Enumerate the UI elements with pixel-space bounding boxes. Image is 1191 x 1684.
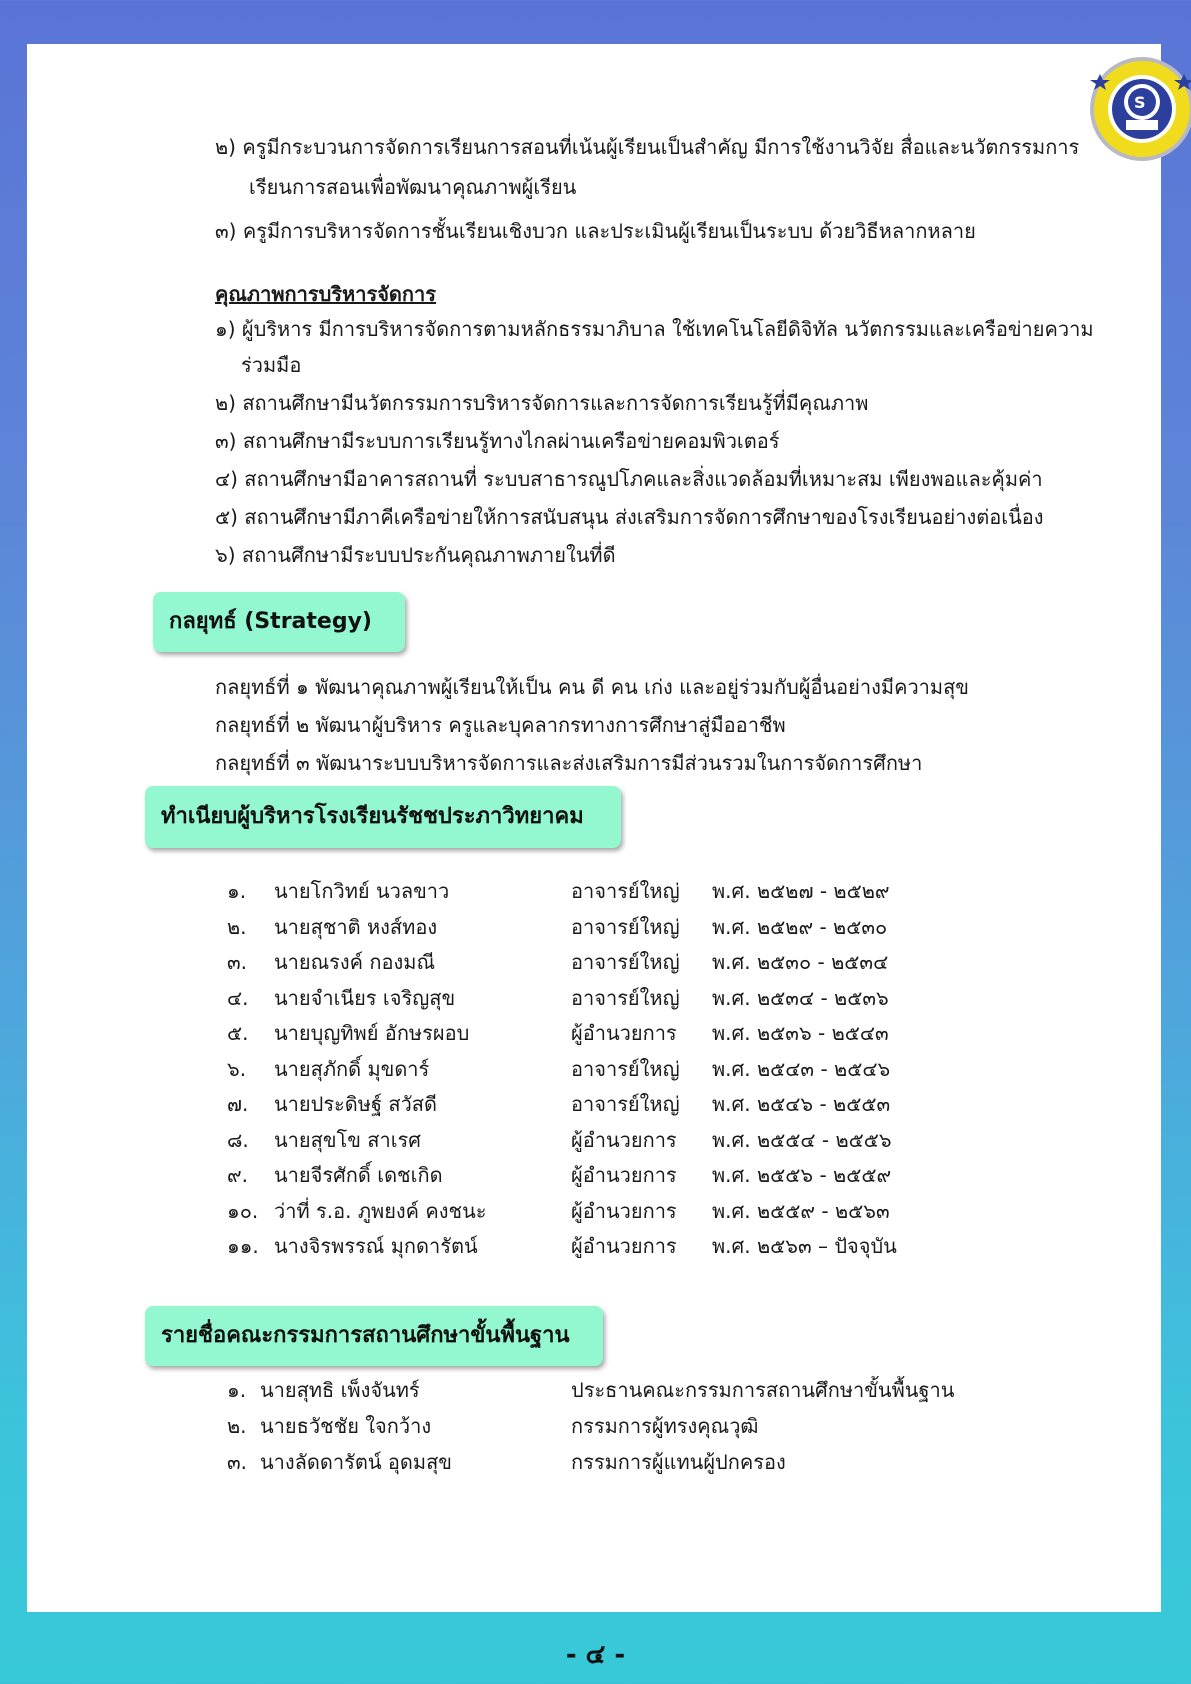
director-term: พ.ศ. ๒๕๓๐ - ๒๕๓๔: [712, 950, 889, 974]
committee-name: นายธวัชชัย ใจกว้าง: [260, 1414, 432, 1438]
director-number: ๓.: [227, 950, 248, 974]
svg-text:S: S: [1134, 93, 1146, 112]
director-number: ๙.: [227, 1163, 249, 1187]
committee-name: นางลัดดารัตน์ อุดมสุข: [260, 1450, 452, 1474]
director-name: นายสุชาติ หงส์ทอง: [274, 914, 438, 939]
director-row: [27, 912, 1027, 942]
document-page: [27, 44, 1161, 1612]
teacher-item: ๓) ครูมีการบริหารจัดการชั้นเรียนเชิงบวก และประเมินผู้เรียนเป็นระบบ ด้วยวิธีหลากหลาย: [215, 219, 976, 243]
director-position: อาจารย์ใหญ่: [571, 879, 680, 903]
director-number: ๕.: [227, 1021, 249, 1045]
director-term: พ.ศ. ๒๕๓๔ - ๒๕๓๖: [712, 985, 889, 1010]
director-number: ๘.: [227, 1127, 249, 1152]
strategy-item: กลยุทธ์ที่ ๒ พัฒนาผู้บริหาร ครูและบุคลากรทางการศึกษาสู่มืออาชีพ: [215, 713, 786, 737]
director-position: อาจารย์ใหญ่: [571, 985, 680, 1010]
director-position: ผู้อำนวยการ: [571, 1127, 677, 1152]
teacher-item: ๒) ครูมีกระบวนการจัดการเรียนการสอนที่เน้นผู้เรียนเป็นสำคัญ มีการใช้งานวิจัย สื่อและนวัตกรรมการ: [215, 135, 1080, 159]
committee-name: นายสุทธิ เพ็งจันทร์: [260, 1378, 420, 1402]
director-row: [27, 1054, 1027, 1084]
committee-number: ๒.: [227, 1414, 247, 1438]
director-position: อาจารย์ใหญ่: [571, 914, 680, 939]
director-term: พ.ศ. ๒๕๓๖ - ๒๕๔๓: [712, 1021, 889, 1045]
director-number: ๒.: [227, 914, 247, 939]
director-name: นายณรงค์ กองมณี: [274, 950, 436, 974]
director-name: ว่าที่ ร.อ. ภูพยงค์ คงชนะ: [274, 1198, 487, 1223]
director-position: อาจารย์ใหญ่: [571, 1056, 680, 1081]
director-row: [27, 1196, 1027, 1226]
director-position: ผู้อำนวยการ: [571, 1234, 677, 1258]
director-name: นายจำเนียร เจริญสุข: [274, 985, 456, 1010]
director-term: พ.ศ. ๒๕๖๓ – ปัจจุบัน: [712, 1234, 897, 1258]
committee-number: ๓.: [227, 1450, 248, 1474]
director-row: [27, 1231, 1027, 1261]
director-number: ๑.: [227, 879, 247, 903]
director-row: [27, 1125, 1027, 1155]
director-term: พ.ศ. ๒๕๕๙ - ๒๕๖๓: [712, 1198, 890, 1223]
page-number: - ๔ -: [565, 1640, 626, 1670]
management-item: ๖) สถานศึกษามีระบบประกันคุณภาพภายในที่ดี: [215, 543, 616, 567]
director-position: ผู้อำนวยการ: [571, 1163, 677, 1187]
director-term: พ.ศ. ๒๕๔๓ - ๒๕๔๖: [712, 1056, 891, 1081]
director-number: ๔.: [227, 985, 249, 1010]
director-number: ๑๑.: [227, 1234, 259, 1258]
committee-row: [27, 1411, 1027, 1441]
committee-row: [27, 1375, 1027, 1405]
director-position: ผู้อำนวยการ: [571, 1198, 677, 1223]
committee-role: กรรมการผู้แทนผู้ปกครอง: [571, 1450, 786, 1474]
director-number: ๑๐.: [227, 1198, 259, 1223]
director-position: ผู้อำนวยการ: [571, 1021, 677, 1045]
director-number: ๗.: [227, 1092, 249, 1116]
director-name: นายจีรศักดิ์ เดชเกิด: [274, 1163, 443, 1187]
strategy-item: กลยุทธ์ที่ ๓ พัฒนาระบบบริหารจัดการและส่งเสริมการมีส่วนรวมในการจัดการศึกษา: [215, 751, 923, 775]
director-row: [27, 876, 1027, 906]
director-name: นายสุภักดิ์ มุขดาร์: [274, 1056, 430, 1081]
director-row: [27, 1018, 1027, 1048]
management-item: ๑) ผู้บริหาร มีการบริหารจัดการตามหลักธรรมาภิบาล ใช้เทคโนโลยีดิจิทัล นวัตกรรมและเครือข่ายความ: [215, 317, 1094, 341]
committee-heading: รายชื่อคณะกรรมการสถานศึกษาขั้นพื้นฐาน: [145, 1306, 603, 1366]
director-number: ๖.: [227, 1056, 247, 1081]
director-term: พ.ศ. ๒๕๒๙ - ๒๕๓๐: [712, 914, 888, 939]
director-term: พ.ศ. ๒๕๒๗ - ๒๕๒๙: [712, 879, 890, 903]
director-row: [27, 983, 1027, 1013]
management-item: ๕) สถานศึกษามีภาคีเครือข่ายให้การสนับสนุน ส่งเสริมการจัดการศึกษาของโรงเรียนอย่างต่อเนื่อง: [215, 505, 1044, 529]
director-position: อาจารย์ใหญ่: [571, 1092, 680, 1116]
management-item: ๔) สถานศึกษามีอาคารสถานที่ ระบบสาธารณูปโภคและสิ่งแวดล้อมที่เหมาะสม เพียงพอและคุ้มค่า: [215, 467, 1043, 491]
management-title: คุณภาพการบริหารจัดการ: [215, 282, 436, 306]
director-row: [27, 1160, 1027, 1190]
management-item: ร่วมมือ: [241, 353, 302, 377]
directors-heading: ทำเนียบผู้บริหารโรงเรียนรัชชประภาวิทยาคม: [145, 786, 621, 848]
director-term: พ.ศ. ๒๕๔๖ - ๒๕๕๓: [712, 1092, 891, 1116]
management-item: ๒) สถานศึกษามีนวัตกรรมการบริหารจัดการและการจัดการเรียนรู้ที่มีคุณภาพ: [215, 391, 869, 415]
teacher-item: เรียนการสอนเพื่อพัฒนาคุณภาพผู้เรียน: [249, 175, 577, 199]
director-name: นายสุขโข สาเรศ: [274, 1127, 421, 1152]
director-name: นายโกวิทย์ นวลขาว: [274, 879, 450, 903]
director-term: พ.ศ. ๒๕๕๖ - ๒๕๕๙: [712, 1163, 892, 1187]
director-term: พ.ศ. ๒๕๕๔ - ๒๕๕๖: [712, 1127, 892, 1152]
committee-role: ประธานคณะกรรมการสถานศึกษาขั้นพื้นฐาน: [571, 1378, 955, 1402]
director-name: นายประดิษฐ์ สวัสดี: [274, 1092, 437, 1116]
director-row: [27, 947, 1027, 977]
committee-row: [27, 1447, 1027, 1477]
strategy-item: กลยุทธ์ที่ ๑ พัฒนาคุณภาพผู้เรียนให้เป็น คน ดี คน เก่ง และอยู่ร่วมกับผู้อื่นอย่างมีความสุข: [215, 675, 969, 699]
management-item: ๓) สถานศึกษามีระบบการเรียนรู้ทางไกลผ่านเครือข่ายคอมพิวเตอร์: [215, 429, 780, 453]
director-name: นางจิรพรรณ์ มุกดารัตน์: [274, 1234, 478, 1258]
strategy-heading: กลยุทธ์ (Strategy): [153, 592, 405, 652]
director-position: อาจารย์ใหญ่: [571, 950, 680, 974]
committee-role: กรรมการผู้ทรงคุณวุฒิ: [571, 1414, 759, 1438]
committee-number: ๑.: [227, 1378, 247, 1402]
director-row: [27, 1089, 1027, 1119]
school-seal-icon: [1082, 54, 1191, 164]
director-name: นายบุญทิพย์ อักษรผอบ: [274, 1021, 470, 1045]
